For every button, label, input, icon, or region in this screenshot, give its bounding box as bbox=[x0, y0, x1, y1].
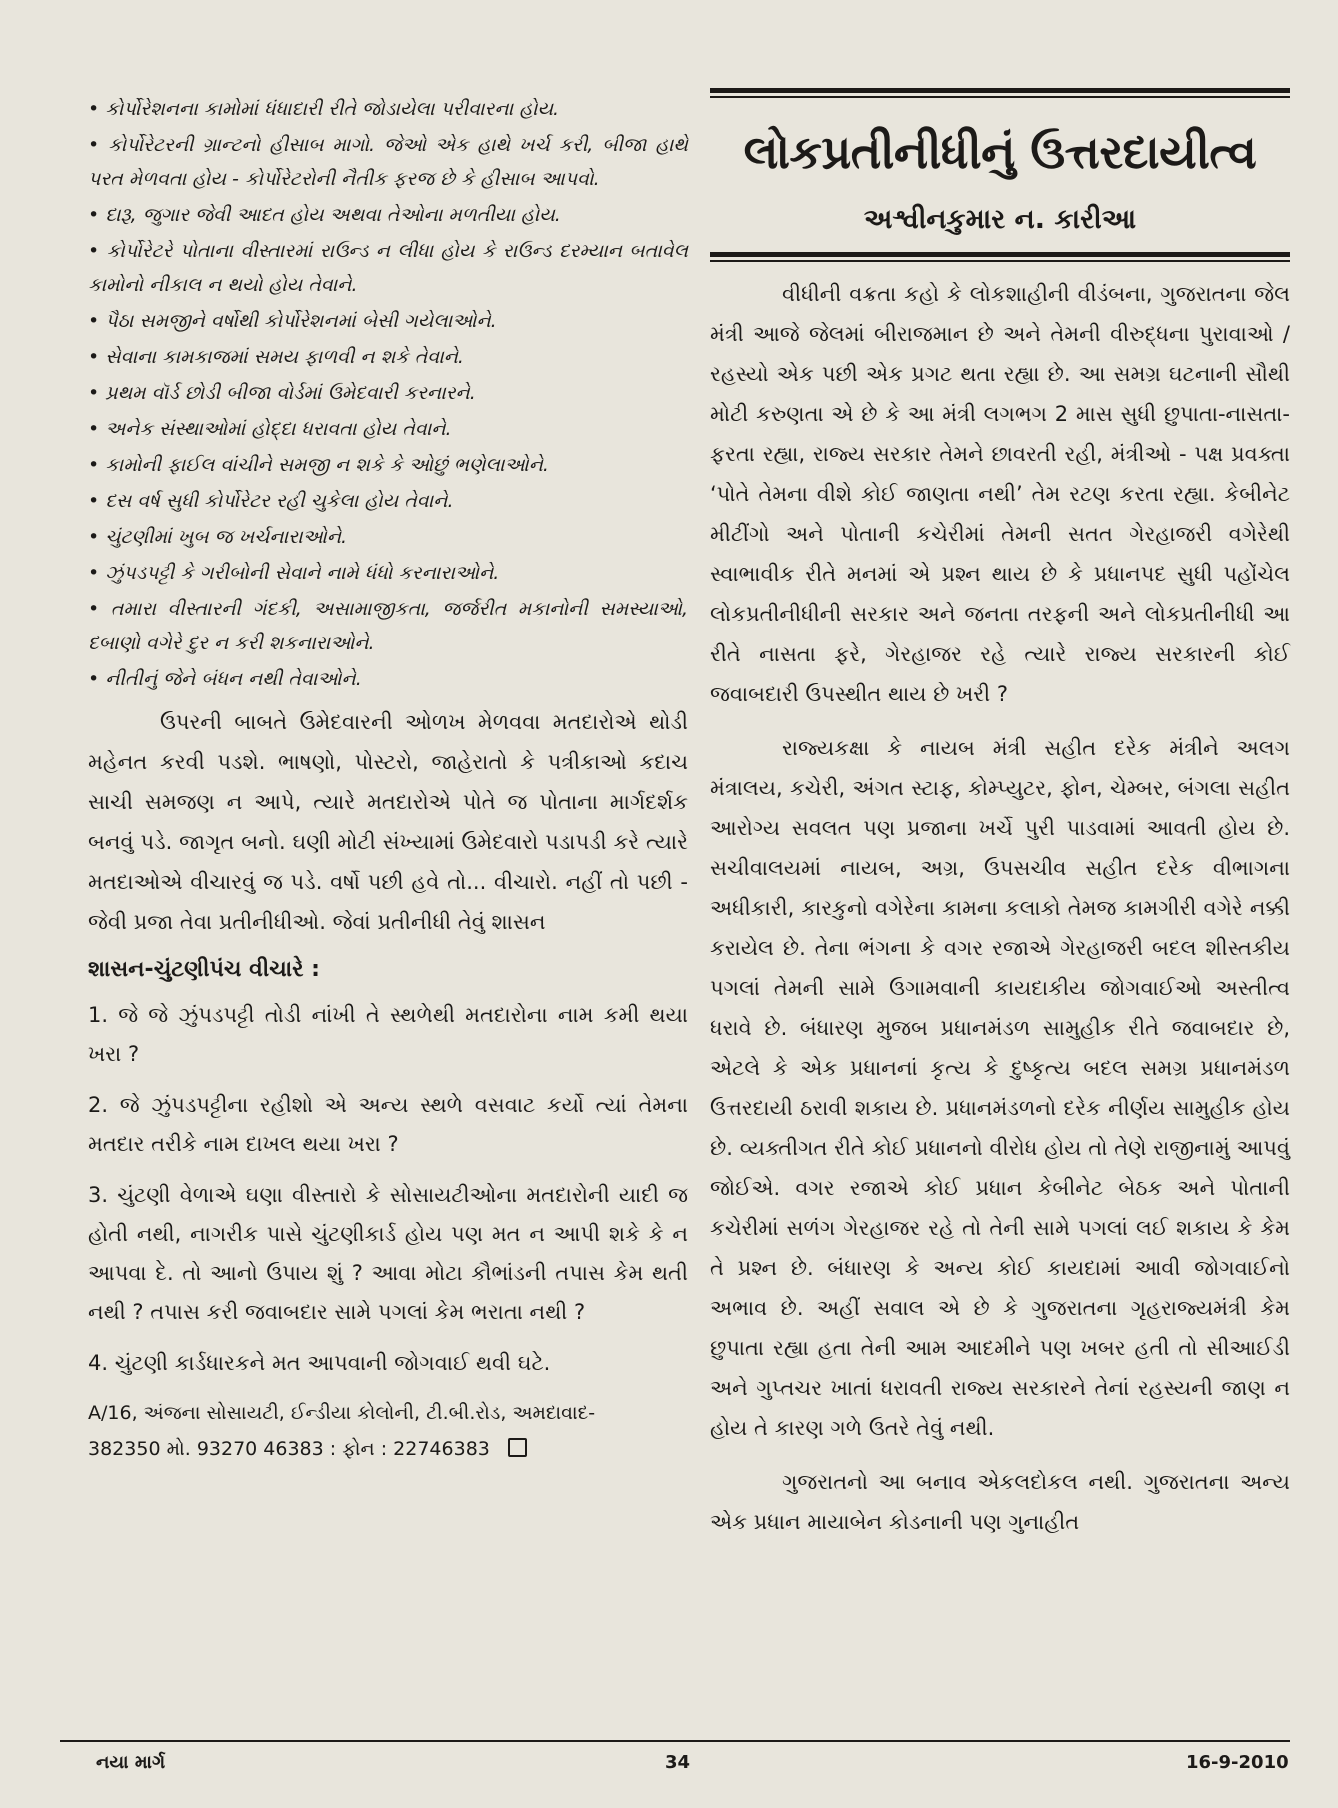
section-subheading: શાસન-ચુંટણીપંચ વીચારે : bbox=[88, 957, 320, 982]
list-item: • દસ વર્ષ સુધી કોર્પોરેટર રહી ચુકેલા હોય તેવાને. bbox=[88, 484, 688, 518]
list-item: • ચુંટણીમાં ખુબ જ ખર્ચનારાઓને. bbox=[88, 520, 688, 554]
list-item: • દારૂ, જુગાર જેવી આદત હોય અથવા તેઓના મળતીયા હોય. bbox=[88, 198, 688, 232]
article-paragraph: વીધીની વક્રતા કહો કે લોકશાહીની વીડંબના, ગુજરાતના જેલ મંત્રી આજે જેલમાં બીરાજમાન છે અને તેમની વીરુદ્ધના પુરાવાઓ / રહસ્યો એક પછી એક પ્રગટ થતા રહ્યા છે. આ સમગ્ર ઘટનાની સૌથી મોટી કરુણતા એ છે કે આ મંત્રી લગભગ 2 માસ સુધી છુપાતા-નાસતા-ફરતા રહ્યા, રાજ્ય સરકાર તેમને છાવરતી રહી, મંત્રીઓ - પક્ષ પ્રવક્તા ‘પોતે તેમના વીશે કોઈ જાણતા નથી’ તેમ રટણ કરતા રહ્યા. કેબીનેટ મીટીંગો અને પોતાની કચેરીમાં તેમની સતત ગેરહાજરી વગેરેથી સ્વાભાવીક રીતે મનમાં એ પ્રશ્ન થાય છે કે પ્રધાનપદ સુધી પહોંચેલ લોકપ્રતીનીધીની સરકાર અને જનતા તરફની અને લોકપ્રતીનીધી આ રીતે નાસતા ફરે, ગેરહાજર રહે ત્યારે રાજ્ય સરકારની કોઈ જવાબદારી ઉપસ્થીત થાય છે ખરી ? bbox=[710, 282, 1290, 706]
list-item: • કોર્પોરેટરે પોતાના વીસ્તારમાં રાઉન્ડ ન લીધા હોય કે રાઉન્ડ દરમ્યાન બતાવેલ કામોનો નીકાલ ન થયો હોય તેવાને. bbox=[88, 234, 688, 302]
end-mark-icon bbox=[508, 1438, 527, 1457]
list-item: • સેવાના કામકાજમાં સમય ફાળવી ન શકે તેવાને. bbox=[88, 340, 688, 374]
address-line: A/16, અંજના સોસાયટી, ઈન્ડીયા કોલોની, ટી.બી.રોડ, અમદાવાદ- bbox=[88, 1402, 596, 1424]
address-line: 382350 મો. 93270 46383 : ફોન : 22746383 bbox=[88, 1438, 490, 1460]
footer-rule bbox=[60, 1740, 1290, 1742]
question-item: 4. ચુંટણી કાર્ડધારકને મત આપવાની જોગવાઈ થવી ઘટે. bbox=[88, 1351, 551, 1375]
title-bottom-rule bbox=[710, 252, 1290, 257]
list-item: • કોર્પોરેટરની ગ્રાન્ટનો હીસાબ માગો. જેઓ એક હાથે ખર્ચ કરી, બીજા હાથે પરત મેળવતા હોય - કોર્પોરેટરોની નૈતીક ફરજ છે કે હીસાબ આપવો. bbox=[88, 128, 688, 196]
title-top-rule bbox=[710, 88, 1290, 93]
list-item: • કોર્પોરેશનના કામોમાં ધંધાદારી રીતે જોડાયેલા પરીવારના હોય. bbox=[88, 92, 688, 126]
address-line-contact bbox=[88, 1431, 688, 1467]
list-item: • કામોની ફાઈલ વાંચીને સમજી ન શકે કે ઓછું ભણેલાઓને. bbox=[88, 448, 688, 482]
body-paragraph: ઉપરની બાબતે ઉમેદવારની ઓળખ મેળવવા મતદારોએ થોડી મહેનત કરવી પડશે. ભાષણો, પોસ્ટરો, જાહેરાતો કે પત્રીકાઓ કદાચ સાચી સમજણ ન આપે, ત્યારે મતદારોએ પોતે જ પોતાના માર્ગદર્શક બનવું પડે. જાગૃત બનો. ઘણી મોટી સંખ્યામાં ઉમેદવારો પડાપડી કરે ત્યારે મતદાઓએ વીચારવું જ પડે. વર્ષો પછી હવે તો... વીચારો. નહીં તો પછી - જેવી પ્રજા તેવા પ્રતીનીધીઓ. જેવાં પ્રતીનીધી તેવું શાસન bbox=[88, 710, 688, 934]
article-paragraph: રાજ્યકક્ષા કે નાયબ મંત્રી સહીત દરેક મંત્રીને અલગ મંત્રાલય, કચેરી, અંગત સ્ટાફ, કોમ્પ્યુટર, ફોન, ચેમ્બર, બંગલા સહીત આરોગ્ય સવલત પણ પ્રજાના ખર્ચે પુરી પાડવામાં આવતી હોય છે. સચીવાલયમાં નાયબ, અગ્ર, ઉપસચીવ સહીત દરેક વીભાગના અધીકારી, કારકુનો વગેરેના કામના કલાકો તેમજ કામગીરી વગેરે નક્કી કરાયેલ છે. તેના ભંગના કે વગર રજાએ ગેરહાજરી બદલ શીસ્તકીય પગલાં તેમની સામે ઉગામવાની કાયદાકીય જોગવાઈઓ અસ્તીત્વ ધરાવે છે. બંધારણ મુજબ પ્રધાનમંડળ સામુહીક રીતે જવાબદાર છે, એટલે કે એક પ્રધાનનાં કૃત્ય કે દુષ્કૃત્ય બદલ સમગ્ર પ્રધાનમંડળ ઉત્તરદાયી ઠરાવી શકાય છે. પ્રધાનમંડળનો દરેક નીર્ણય સામુહીક હોય છે. વ્યક્તીગત રીતે કોઈ પ્રધાનનો વીરોધ હોય તો તેણે રાજીનામું આપવું જોઈએ. વગર રજાએ કોઈ પ્રધાન કેબીનેટ બેઠક અને પોતાની કચેરીમાં સળંગ ગેરહાજર રહે તો તેની સામે પગલાં લઈ શકાય કે કેમ તે પ્રશ્ન છે. બંધારણ કે અન્ય કોઈ કાયદામાં આવી જોગવાઈનો અભાવ છે. અહીં સવાલ એ છે કે ગુજરાતના ગૃહરાજ્યમંત્રી કેમ છુપાતા રહ્યા હતા તેની આમ આદમીને પણ ખબર હતી તો સીઆઈડી અને ગુપ્તચર ખાતાં ધરાવતી રાજ્ય સરકારને તેનાં રહસ્યની જાણ ન હોય તે કારણ ગળે ઉતરે તેવું નથી. bbox=[710, 736, 1290, 1440]
issue-date: 16-9-2010 bbox=[1186, 1752, 1289, 1773]
list-item: • તમારા વીસ્તારની ગંદકી, અસામાજીકતા, જર્જરીત મકાનોની સમસ્યાઓ, દબાણો વગેરે દુર ન કરી શકનારાઓને. bbox=[88, 592, 688, 660]
list-item: • નીતીનું જેને બંધન નથી તેવાઓને. bbox=[88, 662, 688, 696]
criteria-list bbox=[88, 92, 688, 696]
article-title: લોકપ્રતીનીધીનું ઉત્તરદાયીત્વ bbox=[743, 125, 1257, 179]
magazine-name: નયા માર્ગ bbox=[96, 1752, 166, 1773]
question-item: 1. જે જે ઝુંપડપટ્ટી તોડી નાંખી તે સ્થળેથી મતદારોના નામ કમી થયા ખરા ? bbox=[88, 1003, 688, 1066]
list-item: • પૈઠા સમજીને વર્ષોથી કોર્પોરેશનમાં બેસી ગયેલાઓને. bbox=[88, 304, 688, 338]
author-address bbox=[88, 1395, 688, 1467]
list-item: • પ્રથમ વૉર્ડ છોડી બીજા વોર્ડમાં ઉમેદવારી કરનારને. bbox=[88, 376, 688, 410]
left-column bbox=[88, 92, 688, 1467]
question-item: 3. ચુંટણી વેળાએ ઘણા વીસ્તારો કે સોસાયટીઓના મતદારોની યાદી જ હોતી નથી, નાગરીક પાસે ચુંટણીકાર્ડ હોય પણ મત ન આપી શકે કે ન આપવા દે. તો આનો ઉપાય શું ? આવા મોટા કૌભાંડની તપાસ કેમ થતી નથી ? તપાસ કરી જવાબદાર સામે પગલાં કેમ ભરાતા નથી ? bbox=[88, 1183, 688, 1324]
list-item: • અનેક સંસ્થાઓમાં હોદ્દા ધરાવતા હોય તેવાને. bbox=[88, 412, 688, 446]
title-bottom-rule-thin bbox=[710, 260, 1290, 262]
question-item: 2. જે ઝુંપડપટ્ટીના રહીશો એ અન્ય સ્થળે વસવાટ કર્યો ત્યાં તેમના મતદાર તરીકે નામ દાખલ થયા ખરા ? bbox=[88, 1093, 688, 1156]
article-author: અશ્વીનકુમાર ન. કારીઆ bbox=[863, 204, 1137, 235]
list-item: • ઝુંપડપટ્ટી કે ગરીબોની સેવાને નામે ધંધો કરનારાઓને. bbox=[88, 556, 688, 590]
article-paragraph: ગુજરાતનો આ બનાવ એકલદોકલ નથી. ગુજરાતના અન્ય એક પ્રધાન માયાબેન કોડનાની પણ ગુનાહીત bbox=[710, 1470, 1290, 1534]
title-top-rule-thin bbox=[710, 96, 1290, 98]
page-number: 34 bbox=[665, 1752, 691, 1773]
right-column bbox=[710, 88, 1290, 1556]
